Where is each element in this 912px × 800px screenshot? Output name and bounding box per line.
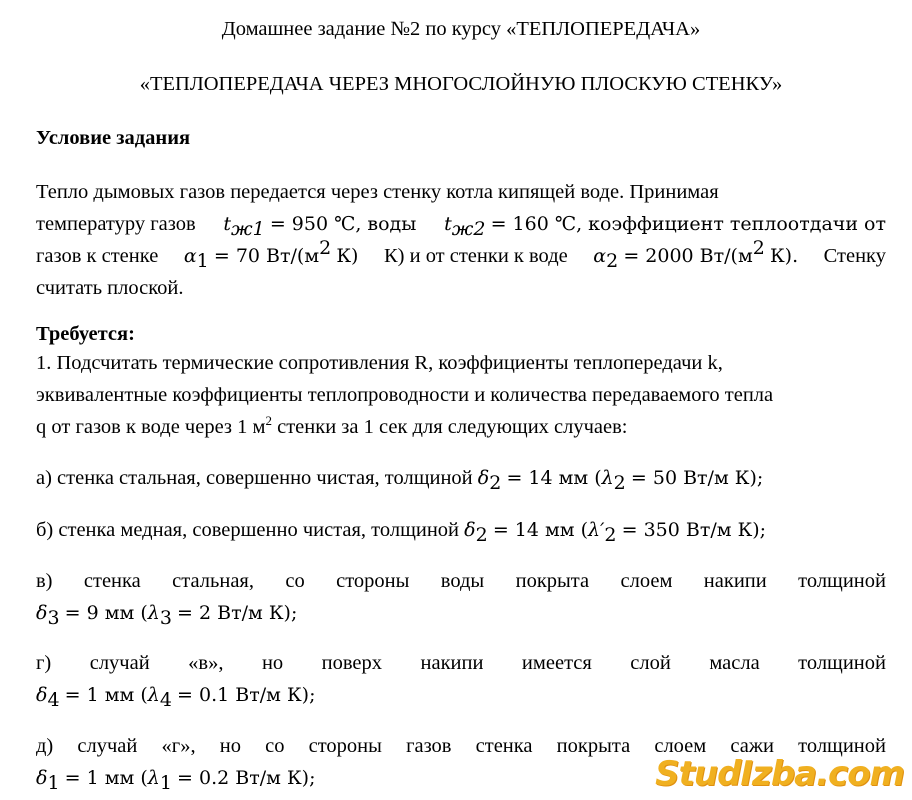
case-g-line-1: г) случай «в», но поверх накипи имеется слой масла толщиной xyxy=(36,652,886,674)
required-heading: Требуется: xyxy=(36,323,135,345)
case-v-line-2: $\delta_3 = 9$ мм ($\lambda_3 = 2$ Вт/м К); xyxy=(36,602,298,630)
condition-line-2: температуру газов $t_{ж1} = 950$ ℃, воды $t_{ж2} = 160$ ℃, коэффициент теплоотдачи от xyxy=(36,213,886,241)
case-v-line-1: в) стенка стальная, со стороны воды покрыта слоем накипи толщиной xyxy=(36,570,886,592)
studizba-watermark-logo: StudIzba.com xyxy=(655,754,904,794)
case-d-line-1: д) случай «г», но со стороны газов стенка покрыта слоем сажи толщиной xyxy=(36,735,886,757)
title-line-1: Домашнее задание №2 по курсу «ТЕПЛОПЕРЕДАЧА» xyxy=(221,18,701,40)
title-line-2: «ТЕПЛОПЕРЕДАЧА ЧЕРЕЗ МНОГОСЛОЙНУЮ ПЛОСКУЮ СТЕНКУ» xyxy=(139,73,783,95)
condition-line-3: газов к стенке $\alpha_1 = 70$ $Вт/(м^2$ К) К) и от стенки к воде $\alpha_2 = 2000$ $Вт/(м^2$ К). Стенку xyxy=(36,237,886,273)
required-p1-line-3: q от газов к воде через 1 $м^2$ стенки за 1 сек для следующих случаев: xyxy=(36,413,628,438)
case-d-line-2: $\delta_1 = 1$ мм ($\lambda_1 = 0.2$ Вт/м К); xyxy=(36,767,316,795)
case-a: а) стенка стальная, совершенно чистая, толщиной $\delta_2 = 14$ мм ($\lambda_2 = 50$ Вт/м К); xyxy=(36,467,764,495)
required-p1-line-1: 1. Подсчитать термические сопротивления R, коэффициенты теплопередачи k, xyxy=(36,352,723,374)
condition-heading: Условие задания xyxy=(36,127,191,149)
condition-line-4: считать плоской. xyxy=(36,277,184,299)
required-p1-line-2: эквивалентные коэффициенты теплопроводности и количества передаваемого тепла xyxy=(36,384,774,406)
case-g-line-2: $\delta_4 = 1$ мм ($\lambda_4 = 0.1$ Вт/м К); xyxy=(36,684,316,712)
case-b: б) стенка медная, совершенно чистая, толщиной $\delta_2 = 14$ мм ($\lambda'_2 = 350$ Вт/м К); xyxy=(36,519,767,547)
condition-line-1: Тепло дымовых газов передается через стенку котла кипящей воде. Принимая xyxy=(36,181,719,203)
